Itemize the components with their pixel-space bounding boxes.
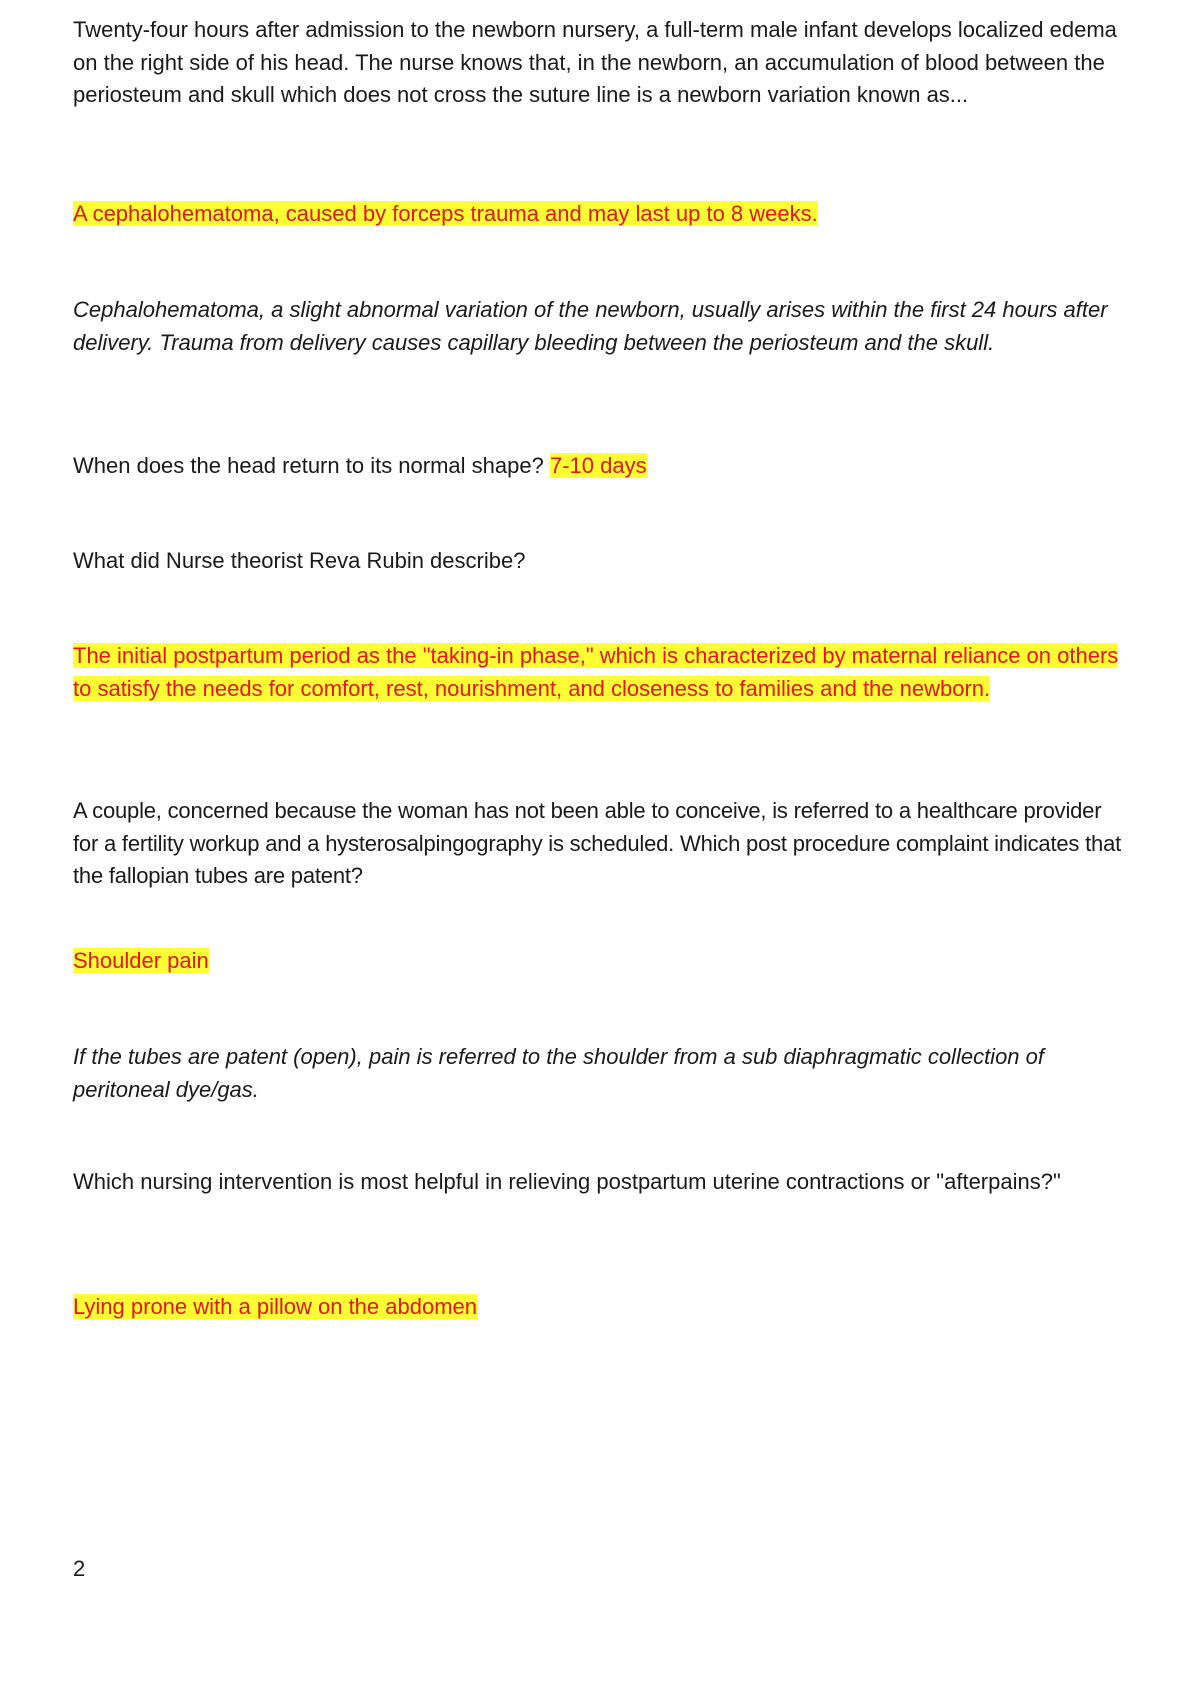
answer-highlight: Lying prone with a pillow on the abdomen	[73, 1294, 478, 1319]
inline-answer-highlight: 7-10 days	[549, 453, 647, 478]
answer-highlight: The initial postpartum period as the "taking-in phase," which is characterized by maternal reliance on others to satisfy the needs for comfort, rest, nourishment, and closeness to families and the newborn.	[73, 643, 1119, 701]
answer-taking-in-phase	[73, 640, 1123, 705]
question-head-shape	[73, 450, 1123, 483]
question-head-shape-text: When does the head return to its normal shape?	[73, 453, 544, 478]
explanation-tubes-patent: If the tubes are patent (open), pain is referred to the shoulder from a sub diaphragmatic collection of peritoneal dye/gas.	[73, 1044, 1044, 1102]
question-reva-rubin: What did Nurse theorist Reva Rubin describe?	[73, 548, 526, 573]
answer-highlight: Shoulder pain	[73, 948, 209, 973]
question-hysterosalpingography: A couple, concerned because the woman has not been able to conceive, is referred to a healthcare provider for a fertility workup and a hysterosalpingography is scheduled. Which post procedure complaint indicates that the fallopian tubes are patent?	[73, 798, 1122, 888]
answer-shoulder-pain	[73, 945, 1123, 978]
answer-cephalohematoma	[73, 198, 1123, 231]
answer-lying-prone	[73, 1291, 1123, 1324]
answer-highlight: A cephalohematoma, caused by forceps trauma and may last up to 8 weeks.	[73, 201, 818, 226]
question-newborn-edema: Twenty-four hours after admission to the newborn nursery, a full-term male infant develops localized edema on the right side of his head. The nurse knows that, in the newborn, an accumulation of blood between the periosteum and skull which does not cross the suture line is a newborn variation known as...	[73, 17, 1117, 107]
page-number: 2	[73, 1556, 86, 1581]
explanation-cephalohematoma: Cephalohematoma, a slight abnormal variation of the newborn, usually arises within the first 24 hours after delivery. Trauma from delivery causes capillary bleeding between the periosteum and the skull.	[73, 297, 1108, 355]
question-afterpains: Which nursing intervention is most helpful in relieving postpartum uterine contractions or "afterpains?"	[73, 1169, 1061, 1194]
